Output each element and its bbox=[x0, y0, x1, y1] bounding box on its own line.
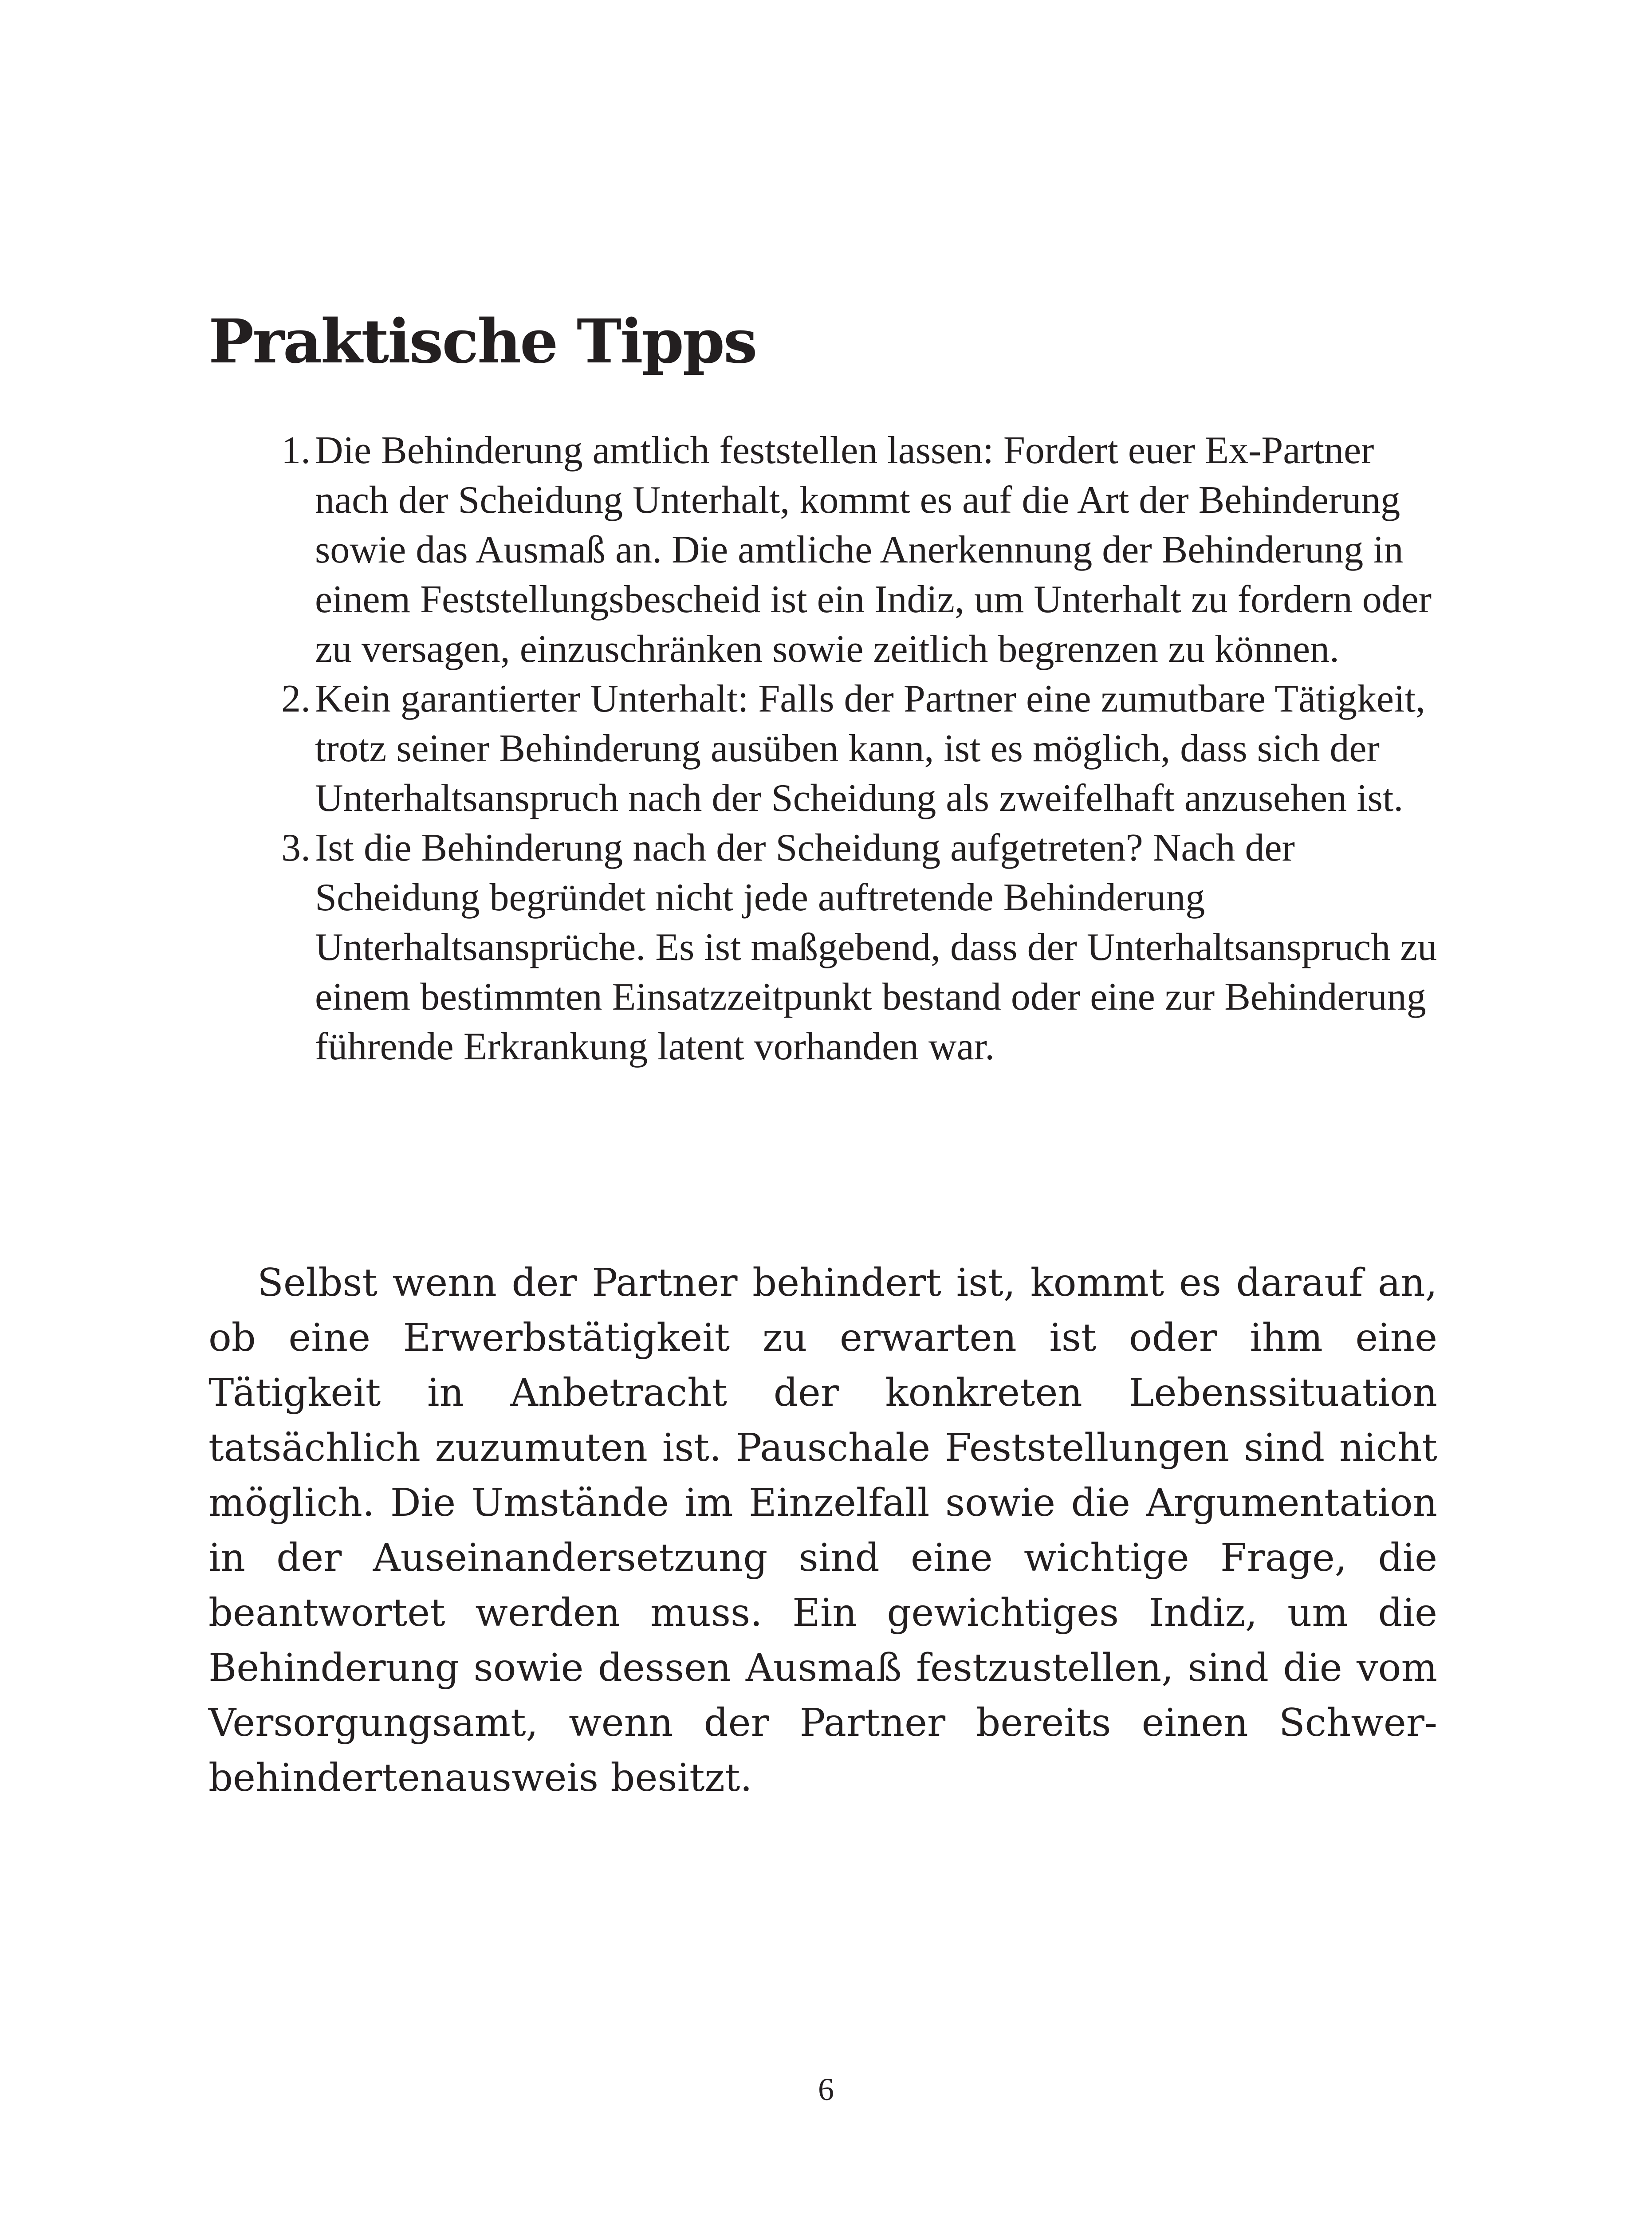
list-item-number: 2. bbox=[281, 677, 311, 720]
list-item-text: Ist die Behinderung nach der Scheidung aufgetreten? Nach der Scheidung begründet nicht jede auftretende Behinderung Unterhaltsansprüche. Es ist maßgebend, dass der Unterhaltsanspruch zu einem bestimmten Einsatzzeitpunkt bestand oder eine zur Behinderung führende Erkrankung latent vorhanden war. bbox=[315, 826, 1437, 1068]
body-paragraph: Selbst wenn der Partner behindert ist, kommt es darauf an, ob eine Erwerbstätigkeit zu erwarten ist oder ihm eine Tätigkeit in Anbetracht der konkreten Lebenssituation tatsächlich zuzumuten ist. Pauschale Feststellungen sind nicht möglich. Die Umstände im Einzelfall sowie die Argumentation in der Auseinandersetzung sind eine wichtige Frage, die beantwortet werden muss. Ein gewichtiges Indiz, um die Behinderung sowie dessen Ausmaß festzustellen, sind die vom Versorgungsamt, wenn der Partner bereits einen Schwerbehindertenausweis besitzt. bbox=[208, 1261, 1437, 1800]
page-heading: Praktische Tipps bbox=[208, 306, 756, 377]
list-item-number: 1. bbox=[281, 429, 311, 472]
page-number: 6 bbox=[818, 2072, 834, 2107]
list-item-number: 3. bbox=[281, 826, 311, 869]
list-item-text: Die Behinderung amtlich feststellen lassen: Fordert euer Ex-Partner nach der Scheidung Unterhalt, kommt es auf die Art der Behinderung sowie das Ausmaß an. Die amtliche Anerkennung der Behinderung in einem Feststellungsbescheid ist ein Indiz, um Unterhalt zu fordern oder zu versagen, einzuschränken sowie zeitlich begrenzen zu können. bbox=[315, 429, 1432, 671]
list-item-text: Kein garantierter Unterhalt: Falls der Partner eine zumutbare Tätigkeit, trotz seiner Behinderung ausüben kann, ist es möglich, dass sich der Unterhaltsanspruch nach der Scheidung als zweifelhaft anzusehen ist. bbox=[315, 677, 1425, 820]
list-item bbox=[281, 674, 1437, 823]
list-item bbox=[281, 823, 1437, 1072]
list-item bbox=[281, 426, 1437, 674]
tips-list bbox=[281, 426, 1437, 1072]
